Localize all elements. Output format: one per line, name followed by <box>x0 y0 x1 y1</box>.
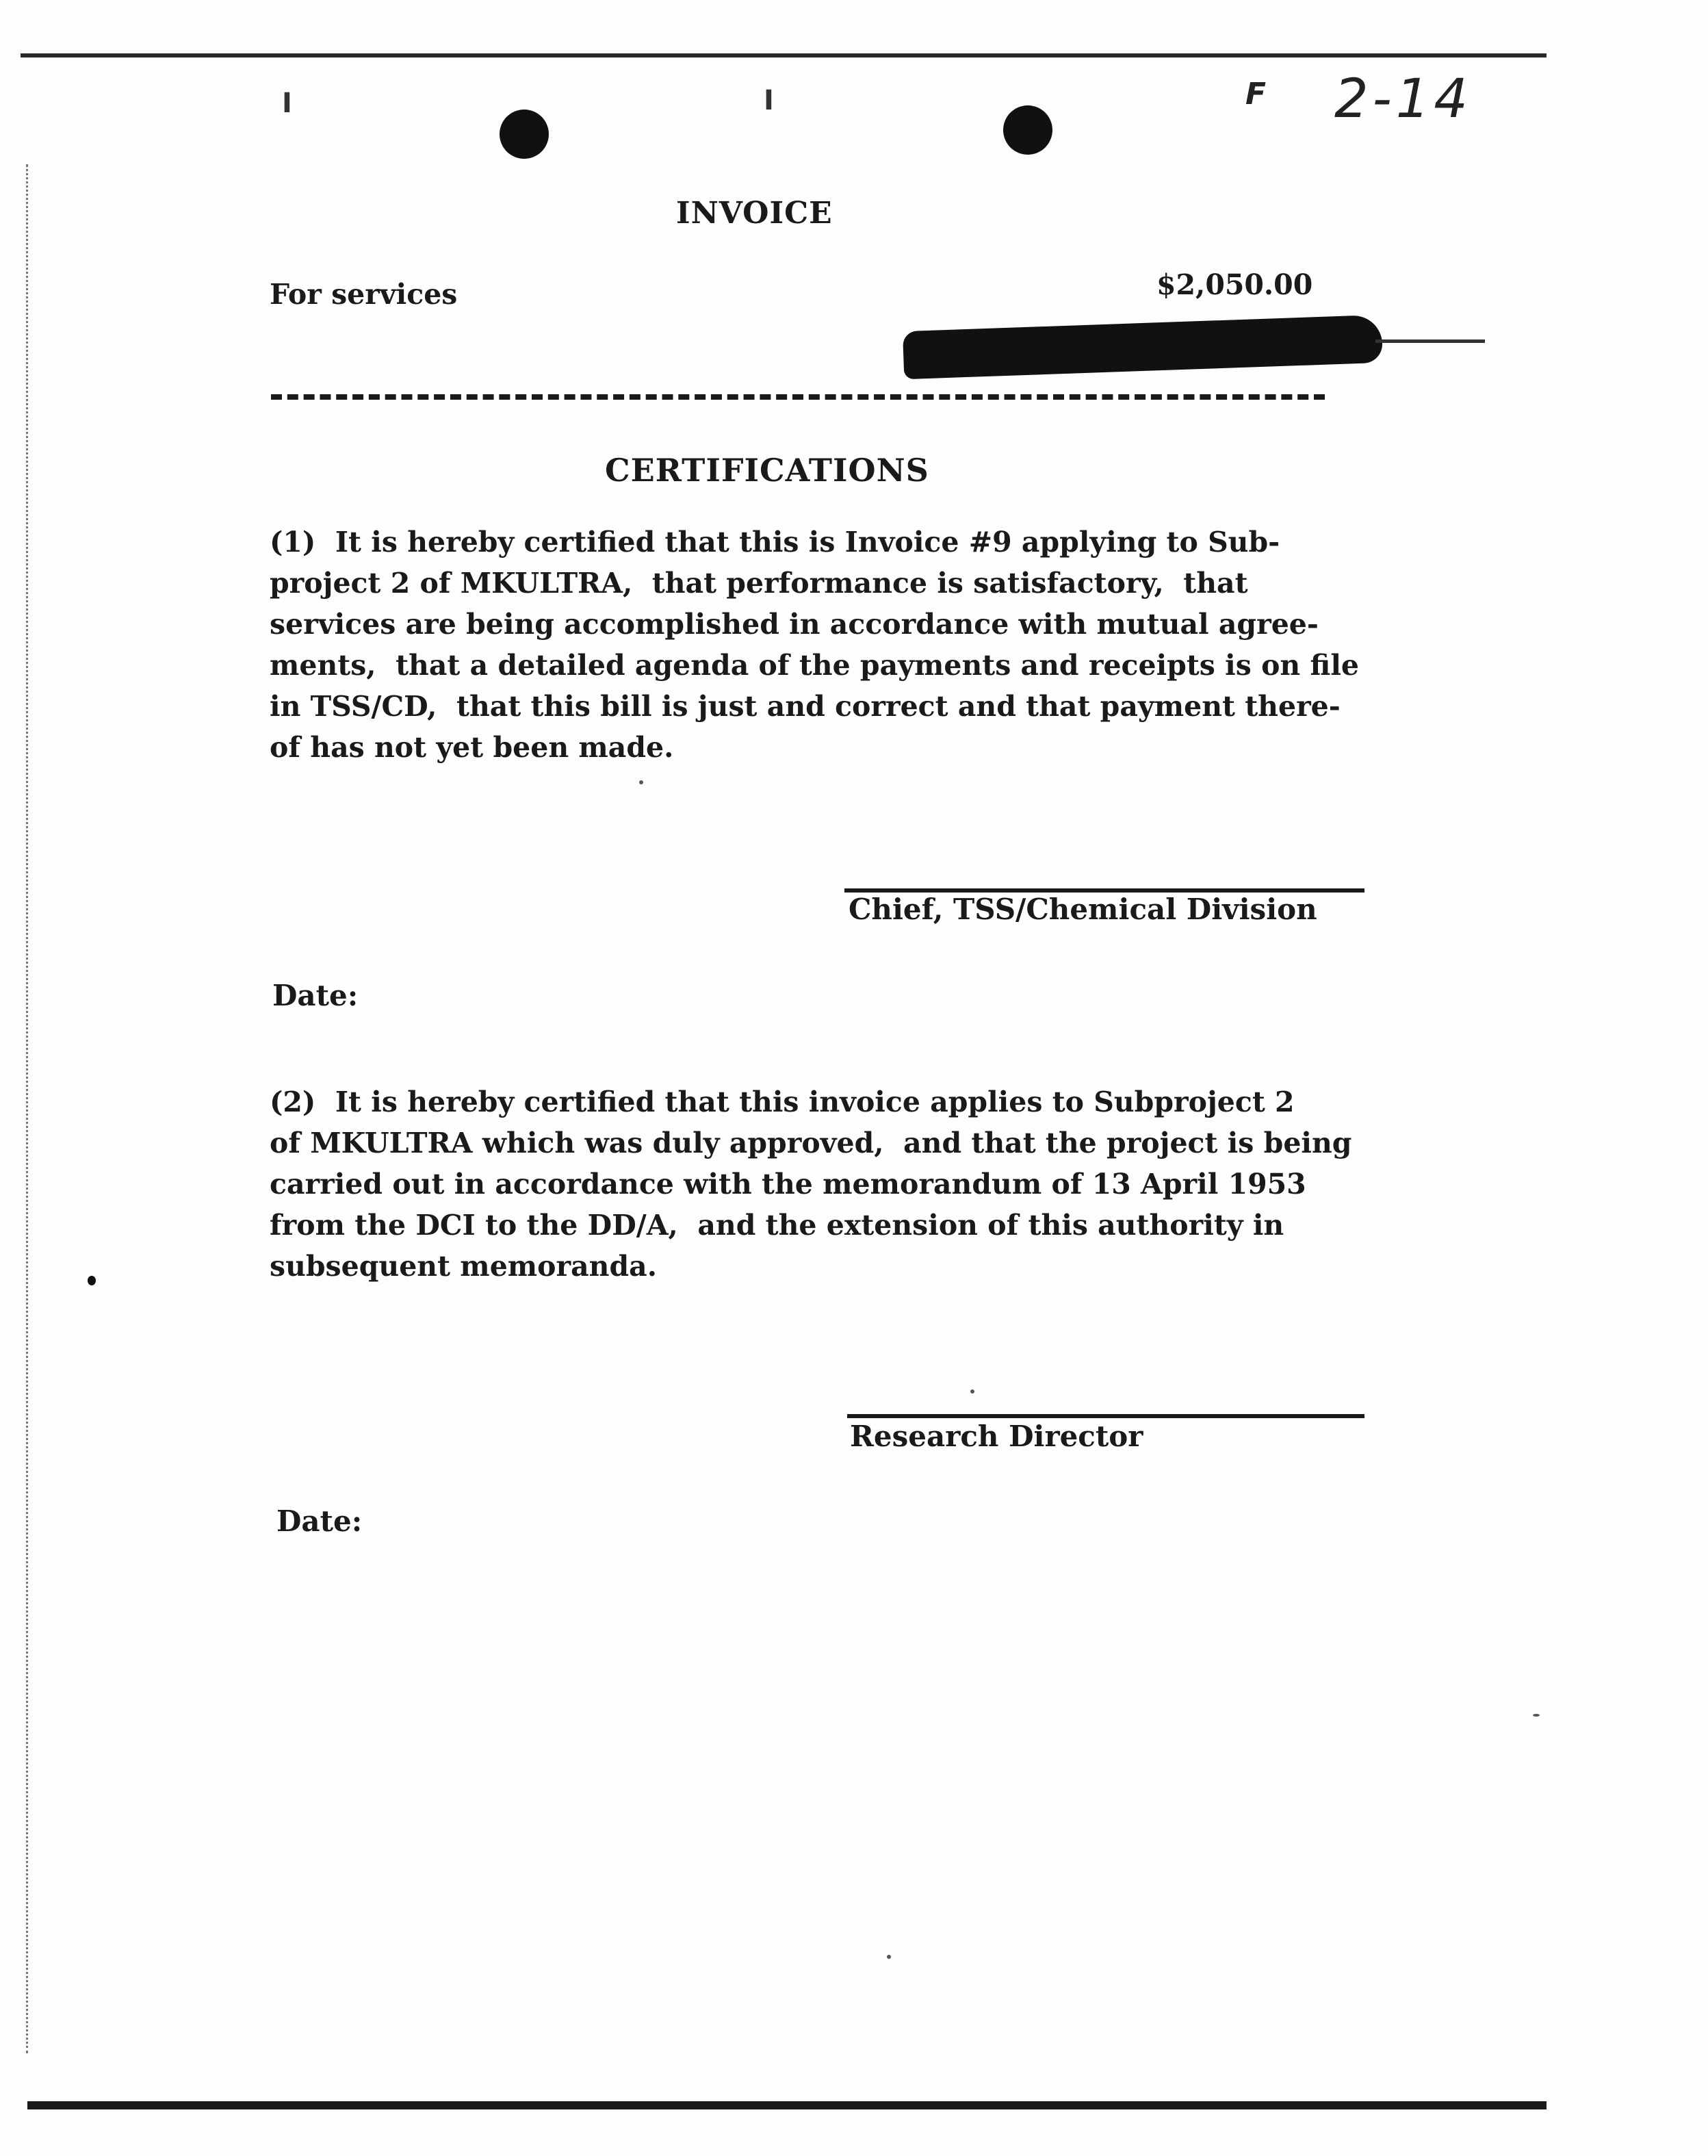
invoice-title: INVOICE <box>676 196 833 231</box>
invoice-amount: $2,050.00 <box>1156 268 1313 301</box>
paragraph-2-line: (2) It is hereby certified that this invoice applies to Subproject 2 <box>270 1086 1295 1118</box>
redaction-block <box>903 315 1383 379</box>
page-left-edge <box>26 164 30 2053</box>
paragraph-2-line: subsequent memoranda. <box>270 1250 657 1283</box>
redaction-tail-line <box>1375 339 1485 343</box>
signature-line-2 <box>847 1414 1364 1418</box>
punch-hole-left <box>500 110 549 159</box>
scan-speck <box>887 1955 891 1959</box>
page-top-edge <box>21 53 1547 57</box>
scan-speck <box>88 1276 96 1285</box>
stray-mark-center: I <box>764 85 774 116</box>
dashed-separator <box>271 394 1325 400</box>
punch-hole-right <box>1003 105 1052 155</box>
signature-label-research-director: Research Director <box>850 1420 1143 1453</box>
paragraph-1-line: ments, that a detailed agenda of the payments and receipts is on file <box>270 649 1359 682</box>
paragraph-1-line: (1) It is hereby certified that this is Invoice #9 applying to Sub- <box>270 526 1280 559</box>
paragraph-1-line: of has not yet been made. <box>270 731 674 764</box>
certification-paragraph-2 <box>270 1081 1433 1287</box>
paragraph-1-line: in TSS/CD, that this bill is just and correct and that payment there- <box>270 690 1341 723</box>
handwritten-page-number: 2-14 <box>1334 68 1473 130</box>
scan-speck <box>639 780 643 784</box>
date-label-2: Date: <box>276 1504 363 1538</box>
certification-paragraph-1 <box>270 522 1433 768</box>
signature-label-chief: Chief, TSS/Chemical Division <box>849 893 1317 926</box>
stray-mark-left: I <box>282 88 292 119</box>
date-label-1: Date: <box>272 979 359 1012</box>
page-bottom-edge <box>27 2101 1547 2109</box>
paragraph-1-line: project 2 of MKULTRA, that performance is satisfactory, that <box>270 567 1248 600</box>
paragraph-2-line: from the DCI to the DD/A, and the extension of this authority in <box>270 1209 1284 1242</box>
certifications-title: CERTIFICATIONS <box>605 452 929 489</box>
services-label: For services <box>270 278 458 311</box>
paragraph-2-line: carried out in accordance with the memorandum of 13 April 1953 <box>270 1168 1306 1201</box>
scan-speck <box>970 1389 974 1394</box>
scan-speck <box>1533 1714 1540 1717</box>
paragraph-1-line: services are being accomplished in accordance with mutual agree- <box>270 608 1319 641</box>
stamp-mark-f: F <box>1245 77 1267 112</box>
paragraph-2-line: of MKULTRA which was duly approved, and that the project is being <box>270 1127 1352 1159</box>
